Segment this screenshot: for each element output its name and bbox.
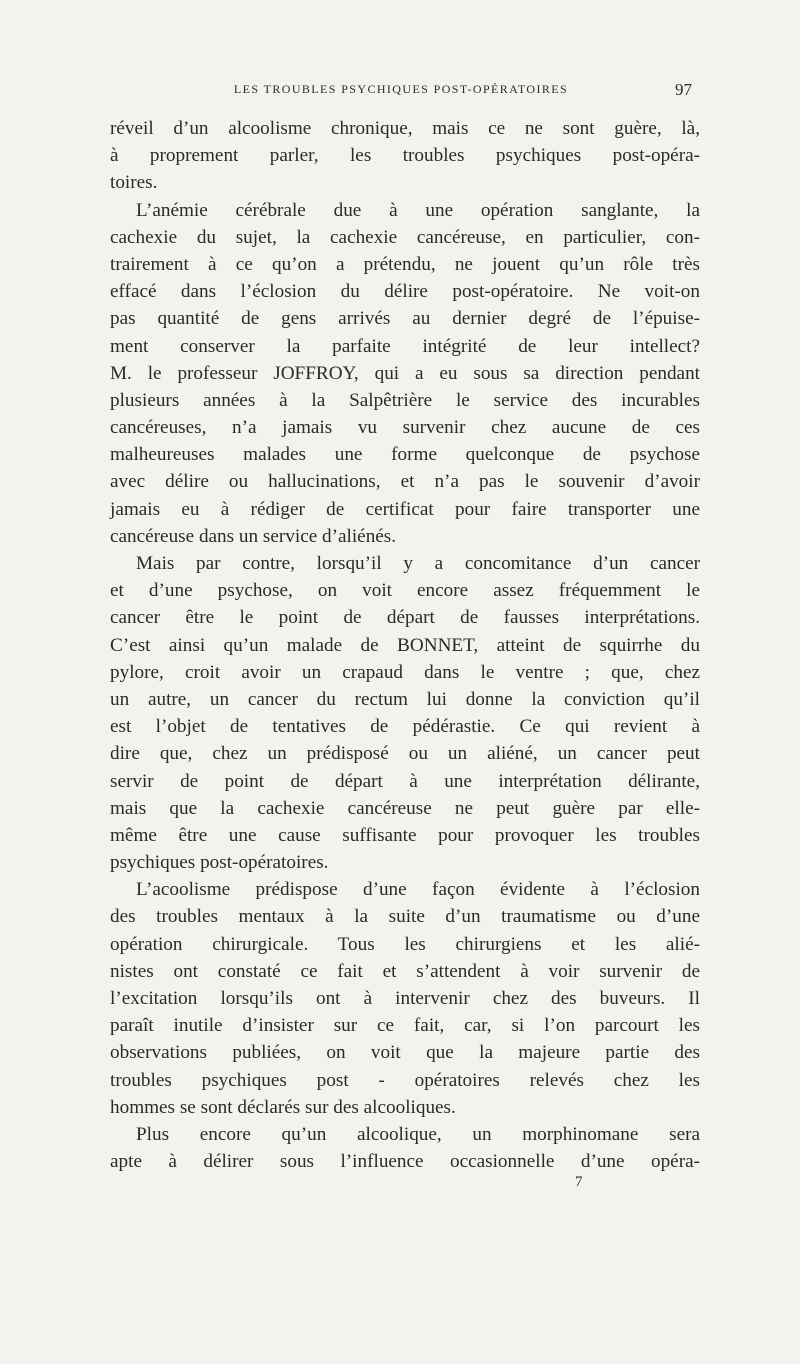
text-line: pylore, croit avoir un crapaud dans le ventre ; que, chez <box>110 661 700 683</box>
signature-mark: 7 <box>575 1174 583 1190</box>
text-line: nistes ont constaté ce fait et s’attendent à voir survenir de <box>110 960 700 982</box>
text-line: troubles psychiques post - opératoires relevés chez les <box>110 1069 700 1091</box>
text-line: cachexie du sujet, la cachexie cancéreuse, en particulier, con- <box>110 226 700 248</box>
text-line: cancéreuse dans un service d’aliénés. <box>110 525 397 547</box>
text-line: Plus encore qu’un alcoolique, un morphinomane sera <box>136 1123 700 1145</box>
text-line: trairement à ce qu’on a prétendu, ne jouent qu’un rôle très <box>110 253 700 275</box>
page-number: 97 <box>675 80 692 99</box>
text-line: L’anémie cérébrale due à une opération sanglante, la <box>136 199 700 221</box>
text-line: servir de point de départ à une interprétation délirante, <box>110 770 700 792</box>
text-line: paraît inutile d’insister sur ce fait, car, si l’on parcourt les <box>110 1015 700 1037</box>
text-line: hommes se sont déclarés sur des alcooliques. <box>110 1096 456 1118</box>
text-line: cancer être le point de départ de fausses interprétations. <box>110 607 700 629</box>
text-line: ment conserver la parfaite intégrité de leur intellect? <box>110 335 700 357</box>
text-line: cancéreuses, n’a jamais vu survenir chez aucune de ces <box>110 417 700 439</box>
text-line: à proprement parler, les troubles psychiques post-opéra- <box>110 145 700 167</box>
text-line: même être une cause suffisante pour provoquer les troubles <box>110 824 700 846</box>
text-line: effacé dans l’éclosion du délire post-opératoire. Ne voit-on <box>110 281 700 303</box>
text-line: C’est ainsi qu’un malade de BONNET, atteint de squirrhe du <box>110 634 700 656</box>
text-line: avec délire ou hallucinations, et n’a pas le souvenir d’avoir <box>110 471 700 493</box>
text-line: psychiques post-opératoires. <box>110 852 329 874</box>
running-title: LES TROUBLES PSYCHIQUES POST-OPÉRATOIRES <box>233 82 569 96</box>
text-line: toires. <box>110 172 158 194</box>
text-line: pas quantité de gens arrivés au dernier degré de l’épuise- <box>110 308 700 330</box>
text-line: est l’objet de tentatives de pédérastie. Ce qui revient à <box>110 716 700 738</box>
text-line: jamais eu à rédiger de certificat pour faire transporter une <box>110 498 700 520</box>
text-line: et d’une psychose, on voit encore assez fréquemment le <box>110 580 700 602</box>
text-line: Mais par contre, lorsqu’il y a concomitance d’un cancer <box>136 553 700 574</box>
text-line: dire que, chez un prédisposé ou un aliéné, un cancer peut <box>110 743 700 765</box>
text-line: plusieurs années à la Salpêtrière le service des incurables <box>110 389 700 411</box>
text-line: apte à délirer sous l’influence occasionnelle d’une opéra- <box>110 1151 700 1173</box>
body-text <box>110 115 700 1175</box>
text-line: opération chirurgicale. Tous les chirurgiens et les alié- <box>110 933 700 955</box>
running-head <box>110 80 692 102</box>
text-line: observations publiées, on voit que la majeure partie des <box>110 1042 700 1064</box>
text-line: l’excitation lorsqu’ils ont à intervenir chez des buveurs. Il <box>110 988 700 1009</box>
text-line: malheureuses malades une forme quelconque de psychose <box>110 444 700 466</box>
text-line: mais que la cachexie cancéreuse ne peut guère par elle- <box>110 797 700 819</box>
text-line: des troubles mentaux à la suite d’un traumatisme ou d’une <box>110 906 700 928</box>
text-line: réveil d’un alcoolisme chronique, mais ce ne sont guère, là, <box>110 118 700 139</box>
text-line: M. le professeur JOFFROY, qui a eu sous sa direction pendant <box>110 362 700 384</box>
text-line: un autre, un cancer du rectum lui donne la conviction qu’il <box>110 688 700 710</box>
text-line: L’acoolisme prédispose d’une façon évidente à l’éclosion <box>136 879 700 901</box>
